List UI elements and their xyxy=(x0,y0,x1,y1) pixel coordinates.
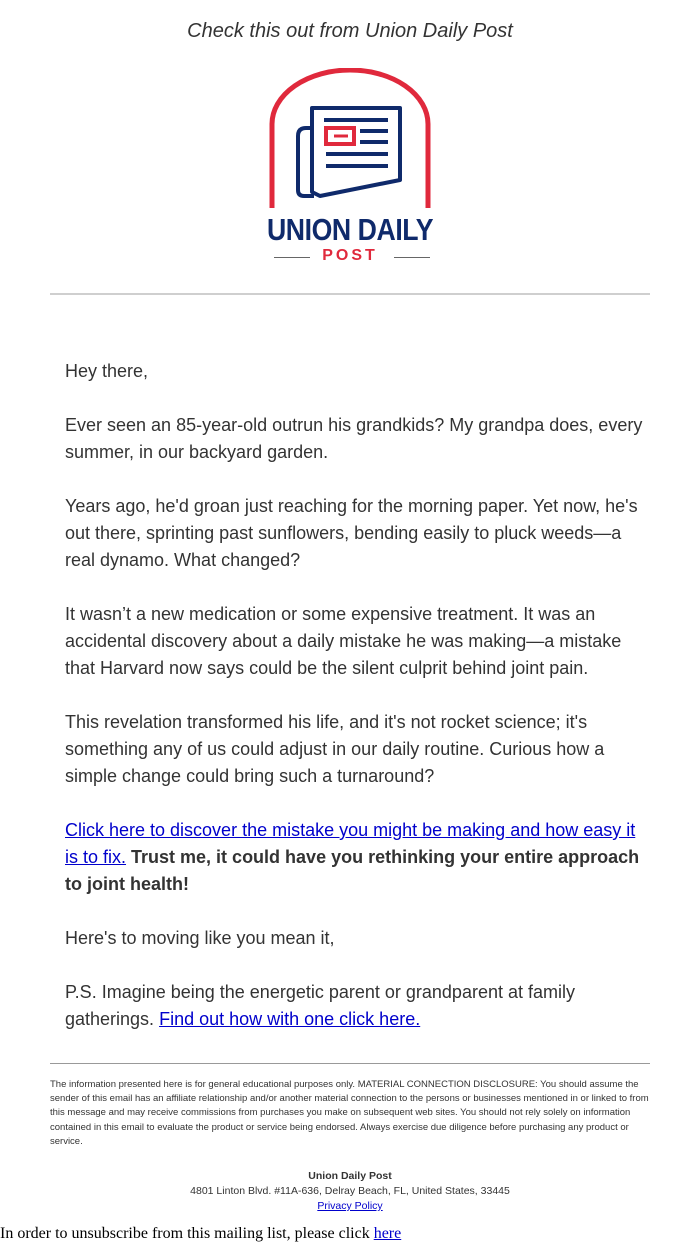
cta-paragraph xyxy=(65,817,645,898)
unsubscribe-line xyxy=(0,1225,401,1243)
ps-paragraph xyxy=(65,979,645,1033)
footer-divider xyxy=(50,1063,650,1064)
greeting: Hey there, xyxy=(65,361,149,381)
logo-subtitle: POST xyxy=(322,247,378,264)
ps-text: P.S. Imagine being the energetic parent or grandparent at family gatherings. xyxy=(65,982,575,1029)
privacy-policy-link[interactable]: Privacy Policy xyxy=(317,1200,383,1212)
cta-bold-text: Trust me, it could have you rethinking your entire approach to joint health! xyxy=(65,847,640,894)
paragraph-2: Years ago, he'd groan just reaching for the morning paper. Yet now, he's out there, sprinting past sunflowers, bending easily to pluck weeds—a real dynamo. What changed? xyxy=(65,496,638,570)
signoff: Here's to moving like you mean it, xyxy=(65,928,335,948)
logo-subtitle-row xyxy=(0,247,700,267)
unsubscribe-text: In order to unsubscribe from this mailing list, please click xyxy=(0,1225,370,1242)
preheader-text: Check this out from Union Daily Post xyxy=(187,20,513,42)
paragraph-3: It wasn’t a new medication or some expensive treatment. It was an accidental discovery about a daily mistake he was making—a mistake that Harvard now says could be the silent culprit behind joint pain. xyxy=(65,604,622,678)
paragraph-1: Ever seen an 85-year-old outrun his grandkids? My grandpa does, every summer, in our backyard garden. xyxy=(65,415,643,462)
paragraph-4: This revelation transformed his life, and it's not rocket science; it's something any of us could adjust in our daily routine. Curious how a simple change could bring such a turnaround? xyxy=(65,712,605,786)
email-body xyxy=(65,358,645,1060)
logo-title: UNION DAILY xyxy=(266,212,434,247)
unsubscribe-link[interactable]: here xyxy=(373,1225,402,1242)
newspaper-icon xyxy=(268,68,432,212)
cta-link[interactable]: Click here to discover the mistake you might be making and how easy it is to fix. xyxy=(65,820,636,867)
footer-company: Union Daily Post xyxy=(308,1170,392,1182)
ps-link[interactable]: Find out how with one click here. xyxy=(159,1009,421,1029)
header-divider xyxy=(50,293,650,295)
logo-subtitle-rule-right xyxy=(394,257,430,258)
brand-logo[interactable] xyxy=(0,68,700,217)
footer xyxy=(0,1169,700,1214)
disclosure-text: The information presented here is for general educational purposes only. MATERIAL CONNECTION DISCLOSURE: You should assume the sender of this email has an affiliate relationship and/or another material connection to the persons or businesses mentioned in or linked to from this message and may receive commissions from purchases you make on subsequent web sites. You should not rely solely on information contained in this email to evaluate the product or service being endorsed. Always exercise due diligence before purchasing any product or service. xyxy=(50,1079,649,1147)
footer-address: 4801 Linton Blvd. #11A-636, Delray Beach, FL, United States, 33445 xyxy=(190,1185,510,1197)
